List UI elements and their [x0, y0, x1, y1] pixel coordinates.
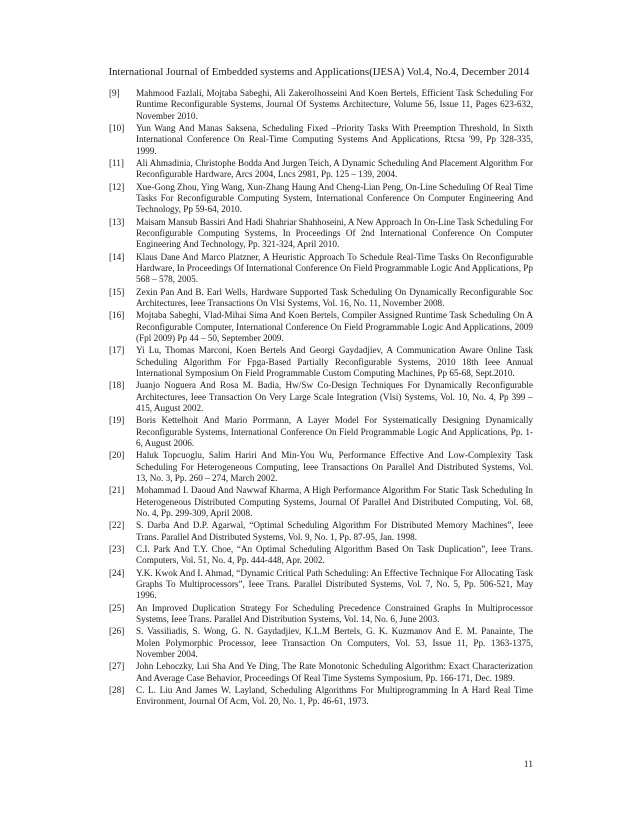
- reference-item: [109, 252, 533, 286]
- reference-number: [10]: [109, 122, 125, 133]
- reference-text: Yun Wang And Manas Saksena, Scheduling Fixed –Priority Tasks With Preemption Threshold, In Sixth International Conference On Real-Time Computing Systems And Applications, Rtcsa '99, Pp 328-335, 1999.: [136, 122, 533, 156]
- reference-item: [109, 450, 533, 484]
- reference-item: [109, 287, 533, 310]
- reference-text: C. L. Liu And James W. Layland, Scheduling Algorithms For Multiprogramming In A Hard Real Time Environment, Journal Of Acm, Vol. 20, No. 1, Pp. 46-61, 1973.: [136, 684, 533, 707]
- reference-number: [15]: [109, 286, 125, 297]
- reference-text: Yi Lu, Thomas Marconi, Koen Bertels And Georgi Gaydadjiev, A Communication Aware Online Task Scheduling Algorithm For Fpga-Based Partially Reconfigurable Systems, 2010 18th Ieee Annual International Symposium On Field Programmable Custom Computing Machines, Pp 65-68, Sept.2010.: [136, 345, 533, 378]
- reference-text: Klaus Dane And Marco Platzner, A Heuristic Approach To Schedule Real-Time Tasks On Reconfigurable Hardware, In Proceedings Of International Conference On Field Programmable Logic And Applications, Pp 568 – 578, 2005.: [136, 251, 533, 285]
- reference-item: [109, 217, 533, 251]
- reference-number: [26]: [109, 626, 125, 637]
- reference-item: [109, 158, 533, 181]
- reference-number: [18]: [109, 380, 125, 391]
- reference-number: [14]: [109, 251, 125, 262]
- reference-text: Ali Ahmadinia, Christophe Bodda And Jurgen Teich, A Dynamic Scheduling And Placement Algorithm For Reconfigurable Hardware, Arcs 2004, Lncs 2981, Pp. 125 – 139, 2004.: [136, 157, 533, 180]
- reference-text: Mohammad I. Daoud And Nawwaf Kharma, A High Performance Algorithm For Static Task Scheduling In Heterogeneous Distributed Computing Systems, Journal Of Parallel And Distributed Computing, Vol. 68, No. 4, Pp. 299-309, April 2008.: [136, 485, 533, 518]
- reference-text: Zexin Pan And B. Earl Wells, Hardware Supported Task Scheduling On Dynamically Reconfigurable Soc Architectures, Ieee Transactions On Vlsi Systems, Vol. 16, No. 11, November 2008.: [136, 286, 533, 308]
- reference-text: Y.K. Kwok And I. Ahmad, “Dynamic Critical Path Scheduling: An Effective Technique For Allocating Task Graphs To Multiprocessors”, Ieee Trans. Parallel Distributed Systems, Vol. 7, No. 5, Pp. 506-521, May 1996.: [136, 567, 533, 601]
- reference-text: Xue-Gong Zhou, Ying Wang, Xun-Zhang Haung And Cheng-Lian Peng, On-Line Scheduling Of Real Time Tasks For Reconfigurable Computing System, International Conference On Computer Engineering And Technology, Pp 59-64, 2010.: [136, 181, 533, 215]
- reference-item: [109, 685, 533, 708]
- reference-number: [13]: [109, 216, 125, 227]
- reference-number: [12]: [109, 181, 125, 192]
- reference-item: [109, 568, 533, 602]
- reference-text: Haluk Topcuoglu, Salim Hariri And Min-You Wu, Performance Effective And Low-Complexity Task Scheduling For Heterogeneous Computing, Ieee Transactions On Parallel And Distributed Systems, Vol. 13, No. 3, Pp. 260 – 274, March 2002.: [136, 450, 533, 483]
- reference-number: [21]: [109, 485, 125, 496]
- reference-number: [19]: [109, 415, 125, 426]
- reference-text: Maisam Mansub Bassiri And Hadi Shahriar Shahhoseini, A New Approach In On-Line Task Scheduling For Reconfigurable Computing Systems, In Proceedings Of 2nd International Conference On Computer Engineering And Technology, Pp. 321-324, April 2010.: [136, 216, 534, 250]
- reference-text: Mahmood Fazlali, Mojtaba Sabeghi, Ali Zakerolhosseini And Koen Bertels, Efficient Task Scheduling For Runtime Reconfigurable Systems, Journal Of Systems Architecture, Volume 56, Issue 11, Pages 623-632, November 2010.: [136, 88, 533, 121]
- reference-item: [109, 310, 533, 344]
- reference-number: [9]: [109, 88, 120, 98]
- reference-number: [28]: [109, 684, 125, 695]
- reference-list: [109, 88, 533, 709]
- reference-number: [23]: [109, 543, 125, 554]
- reference-item: [109, 345, 533, 379]
- reference-text: S. Vassiliadis, S. Wong, G. N. Gaydadjiev, K.L.M Bertels, G. K. Kuzmanov And E. M. Panainte, The Molen Polymorphic Processor, Ieee Transaction On Computers, Vol. 53, Issue 11, Pp. 1363-1375, November 2004.: [136, 626, 533, 659]
- reference-item: [109, 626, 533, 660]
- reference-item: [109, 182, 533, 216]
- running-header: International Journal of Embedded systems and Applications(IJESA) Vol.4, No.4, December 2014: [108, 67, 530, 78]
- reference-item: [109, 661, 533, 684]
- reference-item: [109, 88, 533, 122]
- reference-number: [22]: [109, 520, 125, 531]
- reference-number: [27]: [109, 661, 125, 672]
- reference-number: [17]: [109, 345, 125, 356]
- reference-text: An Improved Duplication Strategy For Scheduling Precedence Constrained Graphs In Multiprocessor Systems, Ieee Trans. Parallel And Distribution Systems, Vol. 14, No. 6, June 2003.: [136, 602, 533, 624]
- reference-item: [109, 520, 533, 543]
- reference-number: [16]: [109, 310, 125, 321]
- reference-number: [11]: [109, 157, 124, 168]
- reference-text: Juanjo Noguera And Rosa M. Badia, Hw/Sw Co-Design Techniques For Dynamically Reconfigurable Architectures, Ieee Transaction On Very Large Scale Integration (Vlsi) Systems, Vol. 10, No. 4, Pp 399 – 415, August 2002.: [136, 380, 533, 413]
- page-number: 11: [523, 759, 533, 770]
- reference-text: S. Darba And D.P. Agarwal, “Optimal Scheduling Algorithm For Distributed Memory Machines”, Ieee Trans. Parallel And Distributed Systems, Vol. 9, No. 1, Pp. 87-95, Jan. 1998.: [136, 520, 533, 542]
- reference-item: [109, 544, 533, 567]
- reference-item: [109, 415, 533, 449]
- reference-item: [109, 380, 533, 414]
- reference-number: [20]: [109, 450, 125, 461]
- reference-number: [25]: [109, 602, 125, 613]
- reference-text: Mojtaba Sabeghi, Vlad-Mihai Sima And Koen Bertels, Compiler Assigned Runtime Task Scheduling On A Reconfigurable Computer, International Conference On Field Programmable Logic And Applications, 2009 (Fpl 2009) Pp 44 – 50, September 2009.: [136, 310, 533, 343]
- reference-text: Boris Kettelhoit And Mario Porrmann, A Layer Model For Systematically Designing Dynamically Reconfigurable Systems, International Conference On Field Programmable Logic And Applications, Pp. 1-6, August 2006.: [136, 415, 533, 448]
- reference-text: John Lehoczky, Lui Sha And Ye Ding, The Rate Monotonic Scheduling Algorithm: Exact Characterization And Average Case Behavior, Proceedings Of Real Time Systems Symposium, Pp. 166-171, Dec. 1989.: [136, 661, 533, 683]
- reference-item: [109, 603, 533, 626]
- reference-number: [24]: [109, 567, 125, 578]
- reference-text: C.I. Park And T.Y. Choe, “An Optimal Scheduling Algorithm Based On Task Duplication”, Ieee Trans. Computers, Vol. 51, No. 4, Pp. 444-448, Apr. 2002.: [136, 543, 533, 566]
- reference-item: [109, 485, 533, 519]
- reference-item: [109, 123, 533, 157]
